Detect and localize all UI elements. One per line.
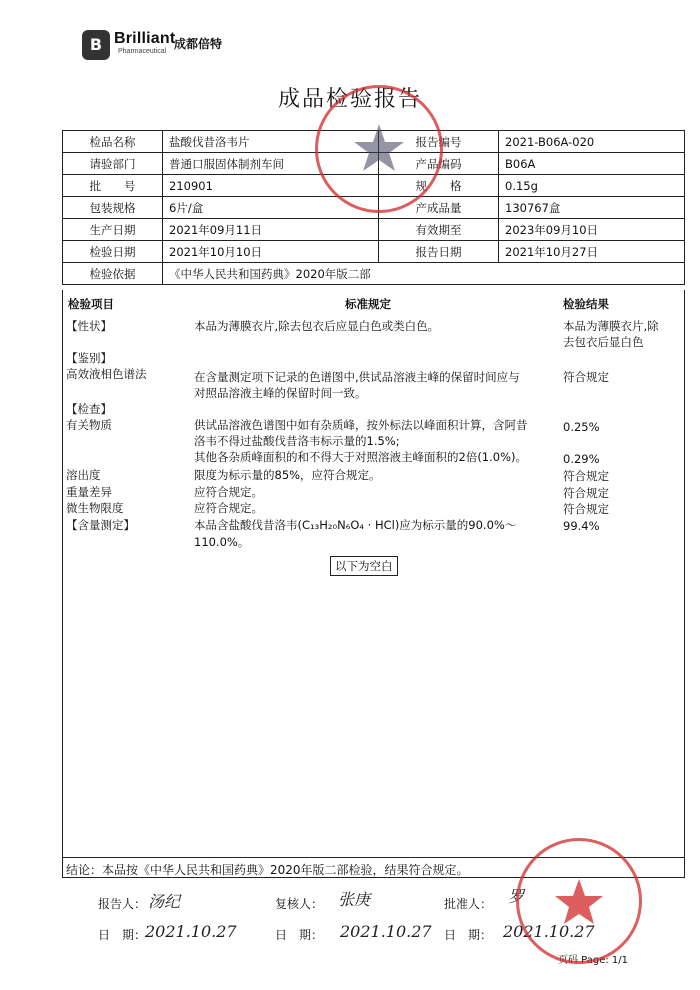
star-icon — [519, 841, 639, 961]
info-label: 规 格 — [379, 175, 499, 197]
reporter-date: 2021.10.27 — [145, 922, 237, 941]
item-standard: 对照品溶液主峰的保留时间一致。 — [194, 386, 367, 400]
reporter-label: 报告人： — [98, 897, 147, 911]
info-value: 2021-B06A-020 — [499, 131, 685, 153]
table-row — [63, 263, 685, 285]
info-value: 2021年10月27日 — [499, 241, 685, 263]
brand-chinese-name: 成都倍特 — [174, 37, 223, 51]
date-label: 日 期： — [275, 928, 324, 942]
brand-subtitle: Pharmaceutical — [118, 48, 167, 55]
company-seal-stamp-icon — [516, 838, 642, 964]
page-title: 成品检验报告 — [277, 87, 422, 112]
info-value: 0.15g — [499, 175, 685, 197]
info-value: 6片/盒 — [163, 197, 379, 219]
info-value: B06A — [499, 153, 685, 175]
column-header-item: 检验项目 — [68, 297, 114, 311]
reviewer-signature: 张庚 — [338, 890, 371, 909]
item-standard: 应符合规定。 — [194, 501, 263, 515]
item-standard: 110.0%。 — [194, 535, 250, 549]
item-standard: 限度为标示量的85%，应符合规定。 — [194, 468, 381, 482]
info-label: 请验部门 — [63, 153, 163, 175]
approver-date: 2021.10.27 — [503, 922, 595, 941]
date-label: 日 期： — [444, 928, 493, 942]
date-label: 日 期： — [98, 928, 147, 942]
item-result: 本品为薄膜衣片,除 — [563, 319, 659, 333]
page-number: 页码 Page: 1/1 — [558, 955, 629, 966]
item-label: 【鉴别】 — [66, 351, 112, 365]
reporter-signature: 汤纪 — [148, 892, 181, 911]
item-result: 0.25% — [563, 420, 600, 434]
column-header-result: 检验结果 — [563, 297, 609, 311]
info-label: 生产日期 — [63, 219, 163, 241]
info-label: 包装规格 — [63, 197, 163, 219]
info-label: 批 号 — [63, 175, 163, 197]
table-row — [63, 219, 685, 241]
item-standard: 本品为薄膜衣片,除去包衣后应显白色或类白色。 — [194, 319, 440, 333]
item-standard: 在含量测定项下记录的色谱图中,供试品溶液主峰的保留时间应与 — [194, 370, 520, 384]
star-icon — [318, 88, 440, 210]
info-label: 产品编码 — [379, 153, 499, 175]
column-header-standard: 标准规定 — [345, 297, 391, 311]
item-label: 微生物限度 — [66, 501, 124, 515]
info-value: 210901 — [163, 175, 379, 197]
brand-name: Brilliant — [114, 30, 176, 47]
reviewer-label: 复核人： — [275, 897, 324, 911]
info-value: 2023年09月10日 — [499, 219, 685, 241]
reviewer-date: 2021.10.27 — [340, 922, 432, 941]
item-label: 高效液相色谱法 — [66, 367, 147, 381]
item-result: 符合规定 — [563, 469, 609, 483]
info-label: 产成品量 — [379, 197, 499, 219]
item-result: 去包衣后显白色 — [563, 335, 644, 349]
blank-note: 以下为空白 — [330, 556, 398, 576]
item-standard: 本品含盐酸伐昔洛韦(C₁₃H₂₀N₆O₄ · HCl)应为标示量的90.0%～ — [194, 518, 517, 532]
item-result: 符合规定 — [563, 502, 609, 516]
item-standard: 供试品溶液色谱图中如有杂质峰，按外标法以峰面积计算，含阿昔 — [194, 418, 528, 432]
approver-signature: 罗 — [508, 887, 525, 906]
info-label: 报告日期 — [379, 241, 499, 263]
item-label: 溶出度 — [66, 468, 101, 482]
info-label: 检验依据 — [63, 263, 163, 285]
info-label: 有效期至 — [379, 219, 499, 241]
info-value: 《中华人民共和国药典》2020年版二部 — [163, 263, 685, 285]
item-standard: 应符合规定。 — [194, 485, 263, 499]
info-label: 检验日期 — [63, 241, 163, 263]
info-value: 普通口服固体制剂车间 — [163, 153, 379, 175]
table-row — [63, 241, 685, 263]
item-label: 有关物质 — [66, 418, 112, 432]
item-label: 【性状】 — [66, 319, 112, 333]
quality-seal-stamp-icon — [315, 85, 443, 213]
item-result: 99.4% — [563, 519, 600, 533]
info-label: 检品名称 — [63, 131, 163, 153]
info-value: 130767盒 — [499, 197, 685, 219]
item-standard: 洛韦不得过盐酸伐昔洛韦标示量的1.5%; — [194, 434, 400, 448]
approver-label: 批准人： — [444, 897, 493, 911]
info-label: 报告编号 — [379, 131, 499, 153]
company-logo-icon: B — [82, 30, 110, 60]
item-result: 符合规定 — [563, 370, 609, 384]
item-standard: 其他各杂质峰面积的和不得大于对照溶液主峰面积的2倍(1.0%)。 — [194, 450, 528, 464]
item-result: 0.29% — [563, 452, 600, 466]
info-value: 2021年09月11日 — [163, 219, 379, 241]
item-result: 符合规定 — [563, 486, 609, 500]
item-label: 【含量测定】 — [66, 518, 135, 532]
info-value: 2021年10月10日 — [163, 241, 379, 263]
item-label: 【检查】 — [66, 402, 112, 416]
item-label: 重量差异 — [66, 485, 112, 499]
info-value: 盐酸伐昔洛韦片 — [163, 131, 379, 153]
conclusion: 结论：本品按《中华人民共和国药典》2020年版二部检验，结果符合规定。 — [66, 863, 469, 877]
